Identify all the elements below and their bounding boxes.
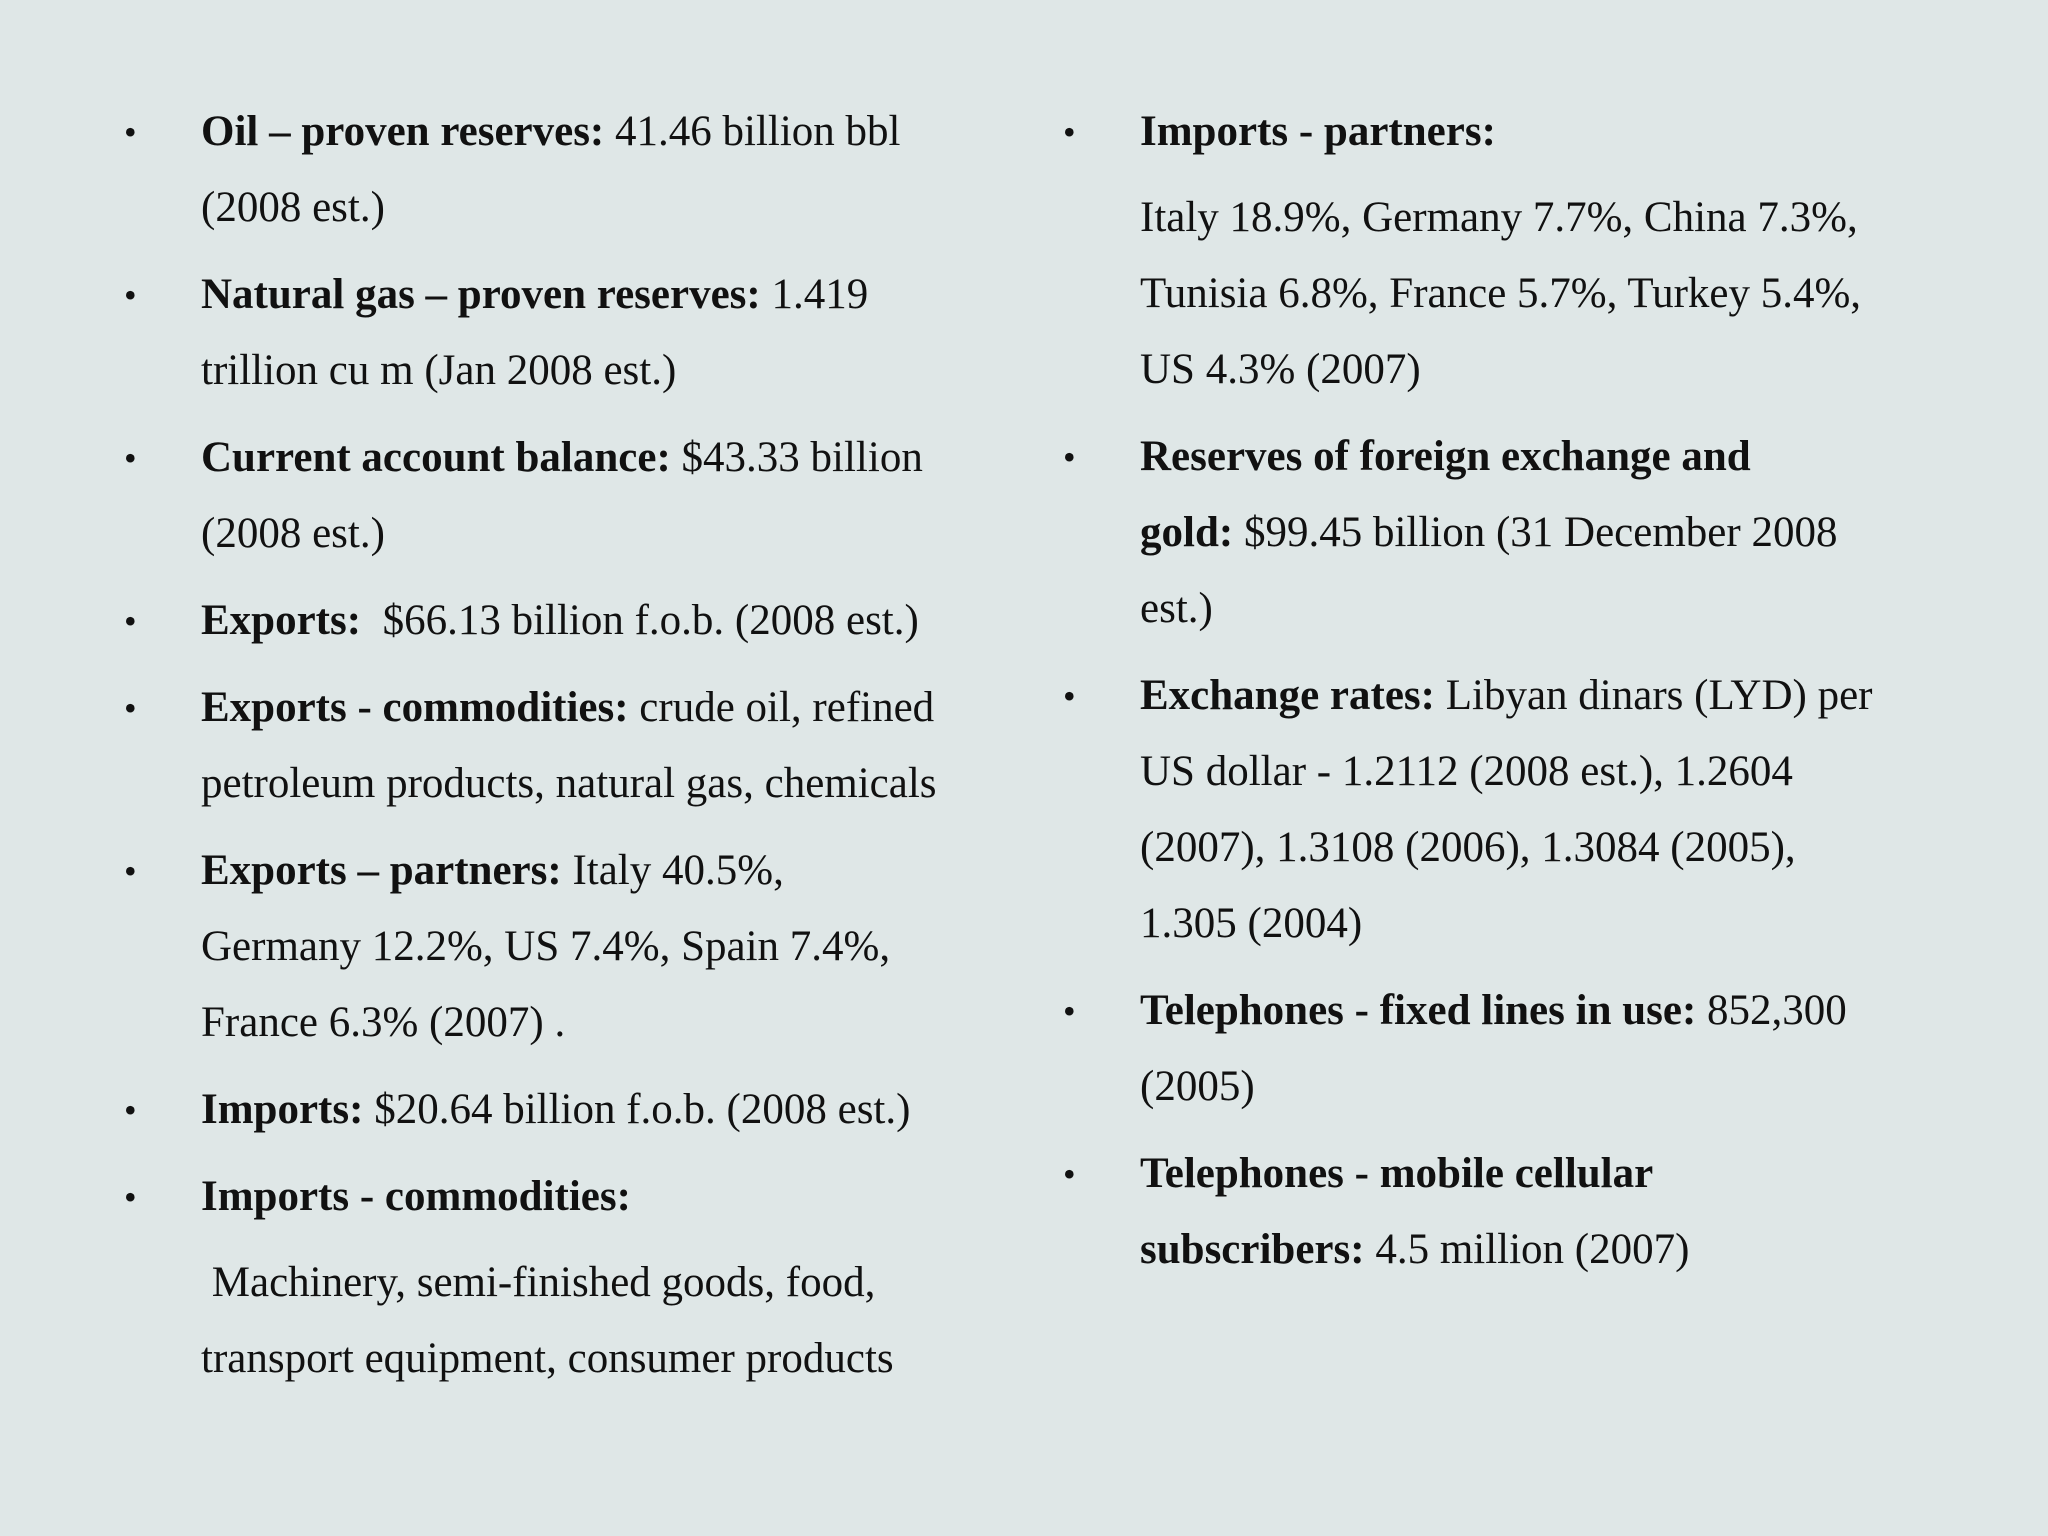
item-value: 41.46 billion bbl xyxy=(604,108,901,155)
list-item-exports-commodities xyxy=(124,670,1004,822)
bullet-icon: • xyxy=(124,112,137,152)
bullet-icon: • xyxy=(124,1177,137,1217)
item-value: Tunisia 6.8%, France 5.7%, Turkey 5.4%, xyxy=(1140,270,1862,317)
item-value: $99.45 billion (31 December 2008 xyxy=(1233,509,1838,556)
item-value: Libyan dinars (LYD) per xyxy=(1434,672,1873,719)
bullet-icon: • xyxy=(124,275,137,315)
item-label: Telephones - mobile cellular xyxy=(1140,1150,1654,1197)
list-item-exports xyxy=(124,583,1004,659)
list-item-foreign-reserves xyxy=(1063,419,1993,647)
item-value: US 4.3% (2007) xyxy=(1140,346,1421,393)
item-label: Reserves of foreign exchange and xyxy=(1140,433,1751,480)
bullet-icon: • xyxy=(1063,1154,1076,1194)
bullet-icon: • xyxy=(124,601,137,641)
item-value: $43.33 billion xyxy=(670,434,923,481)
list-item-current-account-balance xyxy=(124,420,1004,572)
item-value: $66.13 billion f.o.b. (2008 est.) xyxy=(361,597,919,644)
right-column xyxy=(1063,94,1993,1299)
item-value: (2008 est.) xyxy=(201,184,385,231)
item-value: US dollar - 1.2112 (2008 est.), 1.2604 xyxy=(1140,748,1793,795)
item-value: petroleum products, natural gas, chemicals xyxy=(201,760,937,807)
item-label: Current account balance: xyxy=(201,434,671,481)
item-label: Telephones - fixed lines in use: xyxy=(1140,987,1697,1034)
item-label: Oil – proven reserves: xyxy=(201,108,605,155)
item-value: Machinery, semi-finished goods, food, xyxy=(201,1259,876,1306)
item-label: Exchange rates: xyxy=(1140,672,1435,719)
item-label: Imports: xyxy=(201,1086,364,1133)
item-value: transport equipment, consumer products xyxy=(201,1335,894,1382)
bullet-icon: • xyxy=(124,688,137,728)
item-label: Exports - commodities: xyxy=(201,684,629,731)
list-item-fixed-lines xyxy=(1063,973,1993,1125)
item-label: Imports - commodities: xyxy=(201,1173,631,1220)
item-value: (2008 est.) xyxy=(201,510,385,557)
left-column xyxy=(124,94,1004,1408)
list-item-mobile-subscribers xyxy=(1063,1136,1993,1288)
item-value: France 6.3% (2007) . xyxy=(201,999,566,1046)
bullet-icon: • xyxy=(124,851,137,891)
list-item-exchange-rates xyxy=(1063,658,1993,962)
item-value: est.) xyxy=(1140,585,1213,632)
bullet-icon: • xyxy=(124,1090,137,1130)
bullet-icon: • xyxy=(1063,991,1076,1031)
list-item-imports-commodities xyxy=(124,1159,1004,1397)
item-value: Germany 12.2%, US 7.4%, Spain 7.4%, xyxy=(201,923,891,970)
list-item-imports xyxy=(124,1072,1004,1148)
item-value: (2005) xyxy=(1140,1063,1255,1110)
list-item-imports-partners xyxy=(1063,94,1993,408)
item-value: Italy 40.5%, xyxy=(561,847,784,894)
item-value: 4.5 million (2007) xyxy=(1364,1226,1690,1273)
item-label: Natural gas – proven reserves: xyxy=(201,271,761,318)
item-value: trillion cu m (Jan 2008 est.) xyxy=(201,347,677,394)
bullet-icon: • xyxy=(1063,676,1076,716)
item-value: Italy 18.9%, Germany 7.7%, China 7.3%, xyxy=(1140,194,1858,241)
bullet-icon: • xyxy=(1063,437,1076,477)
item-value: $20.64 billion f.o.b. (2008 est.) xyxy=(363,1086,911,1133)
item-label: Imports - partners: xyxy=(1140,108,1496,155)
item-value: crude oil, refined xyxy=(628,684,935,731)
list-item-oil-reserves xyxy=(124,94,1004,246)
item-value: 852,300 xyxy=(1696,987,1847,1034)
item-label: Exports – partners: xyxy=(201,847,562,894)
item-value: (2007), 1.3108 (2006), 1.3084 (2005), xyxy=(1140,824,1796,871)
item-value: 1.305 (2004) xyxy=(1140,900,1363,947)
list-item-exports-partners xyxy=(124,833,1004,1061)
item-label: subscribers: xyxy=(1140,1226,1365,1273)
item-label: gold: xyxy=(1140,509,1234,556)
bullet-icon: • xyxy=(124,438,137,478)
bullet-icon: • xyxy=(1063,112,1076,152)
item-label: Exports: xyxy=(201,597,362,644)
list-item-natural-gas-reserves xyxy=(124,257,1004,409)
item-value: 1.419 xyxy=(760,271,869,318)
